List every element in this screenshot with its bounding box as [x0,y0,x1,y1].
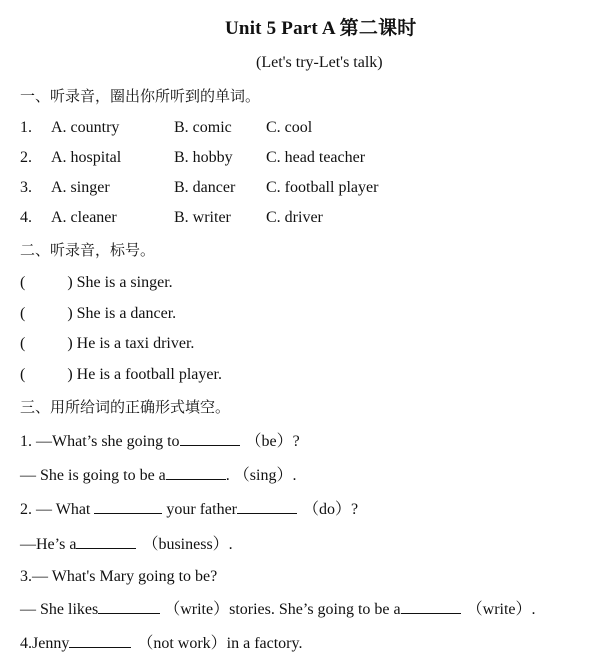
option-b: B. writer [174,209,231,226]
question-hint: （be）? [245,433,300,450]
list-item [20,273,173,293]
question-text: 2. — What [20,501,91,518]
item-number: 3. [20,179,32,196]
question-text: 4.Jenny [20,635,70,652]
question-2a [20,499,358,520]
section2-heading: 二、听录音，标号。 [20,241,156,259]
sentence: She is a dancer. [76,305,177,322]
question-text: （write）stories. She’s going to be a [164,601,401,618]
list-item [20,365,222,385]
section3-heading: 三、用所给词的正确形式填空。 [20,398,231,416]
option-c: C. head teacher [266,149,366,166]
close-paren: ) [67,335,73,352]
answer-blank[interactable] [76,534,136,549]
answer-blank[interactable] [401,599,461,614]
page-title: Unit 5 Part A 第二课时 [225,18,417,39]
page-subtitle: (Let's try-Let's talk) [256,54,383,71]
list-item [20,334,194,354]
question-text: —He’s a [20,536,77,553]
answer-blank[interactable] [69,633,131,648]
item-number: 4. [20,209,32,226]
question-1b [20,465,296,486]
answer-blank[interactable] [94,499,162,514]
option-a: A. cleaner [51,209,117,226]
sentence: He is a taxi driver. [76,335,195,352]
close-paren: ) [67,305,73,322]
sentence: He is a football player. [76,366,222,383]
sentence: She is a singer. [76,274,173,291]
question-1a [20,431,300,452]
option-a: A. country [51,119,120,136]
answer-blank[interactable] [180,431,240,446]
question-hint: . （sing）. [225,467,297,484]
open-paren: ( [20,274,26,291]
answer-blank[interactable] [237,499,297,514]
option-c: C. football player [266,179,379,196]
option-b: B. comic [174,119,232,136]
question-text: — She is going to be a [20,467,166,484]
question-3a: 3.— What's Mary going to be? [20,568,218,585]
question-text: 1. —What’s she going to [20,433,180,450]
answer-blank[interactable] [98,599,160,614]
question-2b [20,534,233,555]
option-a: A. hospital [51,149,122,166]
close-paren: ) [67,366,73,383]
option-c: C. driver [266,209,323,226]
question-hint: （business）. [142,536,233,553]
question-4 [20,633,302,654]
question-text: — She likes [20,601,99,618]
question-hint: （write）. [466,601,536,618]
close-paren: ) [67,274,73,291]
open-paren: ( [20,366,26,383]
open-paren: ( [20,335,26,352]
question-hint: （not work）in a factory. [137,635,303,652]
open-paren: ( [20,305,26,322]
section1-heading: 一、听录音，圈出你所听到的单词。 [20,87,261,105]
question-text: your father [166,501,237,518]
list-item [20,304,176,324]
answer-blank[interactable] [166,465,226,480]
option-b: B. hobby [174,149,233,166]
option-c: C. cool [266,119,313,136]
question-hint: （do）? [303,501,359,518]
item-number: 2. [20,149,32,166]
item-number: 1. [20,119,32,136]
option-a: A. singer [51,179,110,196]
question-3b [20,599,536,620]
option-b: B. dancer [174,179,236,196]
